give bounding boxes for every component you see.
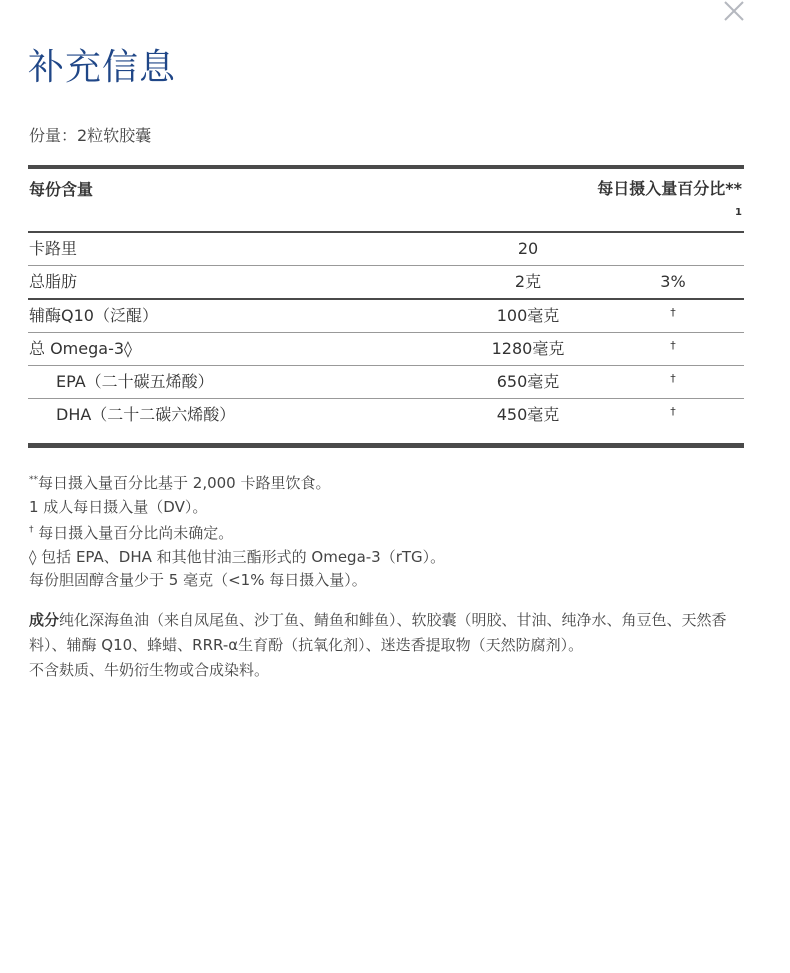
ingredients-section — [29, 608, 741, 683]
nutrient-dv: † — [670, 306, 676, 319]
table-row — [28, 300, 744, 333]
supplement-facts-table — [28, 165, 744, 448]
serving-size: 份量：2粒软胶囊 — [29, 126, 152, 145]
footnote-cholesterol: 每份胆固醇含量少于 5 毫克（<1% 每日摄入量）。 — [29, 571, 367, 589]
nutrient-amount: 1280毫克 — [491, 339, 565, 358]
table-row — [28, 333, 744, 366]
nutrient-name: 总 Omega-3◊ — [29, 339, 132, 358]
nutrient-name: EPA（二十碳五烯酸） — [56, 372, 214, 391]
nutrient-dv: 3% — [660, 272, 686, 291]
footnote-not-established — [29, 519, 445, 546]
nutrient-name: 总脂肪 — [29, 272, 78, 291]
nutrient-amount: 450毫克 — [496, 405, 560, 424]
table-row — [28, 399, 744, 431]
nutrient-amount: 100毫克 — [496, 306, 560, 325]
ingredients-list: 纯化深海鱼油（来自凤尾鱼、沙丁鱼、鲭鱼和鲱鱼）、软胶囊（明胶、甘油、纯净水、角豆色、天然香料）、辅酶 Q10、蜂蜡、RRR-α生育酚（抗氧化剂）、迷迭香提取物（天然防腐剂）。 — [29, 611, 727, 654]
nutrient-name: 卡路里 — [29, 239, 78, 258]
header-daily-value-footnote: 1 — [735, 207, 742, 218]
free-from-statement: 不含麸质、牛奶衍生物或合成染料。 — [29, 661, 270, 679]
header-daily-value-label: 每日摄入量百分比** — [597, 179, 742, 198]
footnote-text: 每日摄入量百分比基于 2,000 卡路里饮食。 — [38, 474, 331, 492]
close-button[interactable] — [721, 0, 747, 24]
ingredients-label: 成分 — [29, 611, 60, 629]
close-icon — [721, 0, 747, 24]
page-title: 补充信息 — [28, 47, 177, 88]
table-bottom-rule — [28, 443, 744, 448]
table-row — [28, 233, 744, 266]
nutrient-dv: † — [670, 339, 676, 352]
table-row — [28, 266, 744, 298]
ingredients-text — [29, 608, 741, 658]
table-header — [28, 169, 744, 231]
nutrient-amount: 20 — [517, 239, 539, 258]
table-row — [28, 366, 744, 399]
footnote-text: 每日摄入量百分比尚未确定。 — [33, 524, 234, 542]
nutrient-dv: † — [670, 405, 676, 418]
header-amount-per-serving: 每份含量 — [29, 180, 94, 199]
nutrient-dv: † — [670, 372, 676, 385]
footnote-mark: † — [29, 525, 34, 535]
footnote-adult-dv: 1 成人每日摄入量（DV）。 — [29, 497, 208, 516]
footnote-mark: ** — [29, 475, 38, 485]
nutrient-name: DHA（二十二碳六烯酸） — [56, 405, 236, 424]
footnote-omega3-forms: ◊ 包括 EPA、DHA 和其他甘油三酯形式的 Omega-3（rTG）。 — [29, 547, 446, 566]
nutrient-amount: 650毫克 — [496, 372, 560, 391]
footnote-daily-value-basis — [29, 469, 445, 496]
header-daily-value — [592, 177, 742, 228]
nutrient-amount: 2克 — [514, 272, 542, 291]
nutrient-name: 辅酶Q10（泛醌） — [29, 306, 158, 325]
footnotes — [29, 469, 445, 593]
